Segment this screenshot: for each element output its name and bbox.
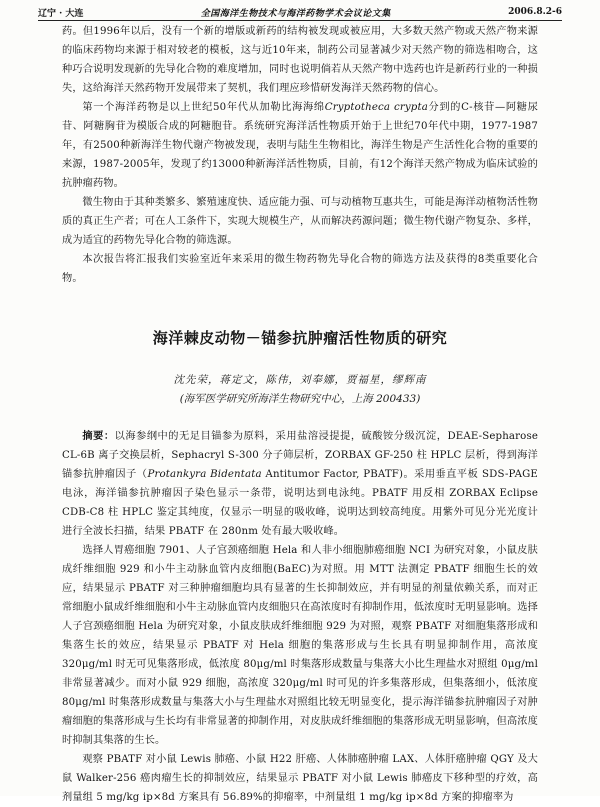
author-list: 沈先荣，蒋定文，陈伟，刘奉娜，贾福星，缪辉南 bbox=[173, 374, 427, 386]
article-title: 海洋棘皮动物－锚参抗肿瘤活性物质的研究 bbox=[152, 329, 448, 347]
paragraph: 观察 PBATF 对小鼠 Lewis 肺癌、小鼠 H22 肝癌、人体肺癌肿瘤 LAX、人体肝癌肿瘤 QGY 及大鼠 Walker-256 癌肉瘤生长的抑制效应，结果显示 PBATF 对小鼠 Lewis 肺癌皮下移种型的疗效，高剂量组 5 mg/kg ip×8d 方案具有 56.89%的抑瘤率，中剂量组 1 mg/kg ip×8d 方案的抑瘤率为 bbox=[62, 754, 538, 803]
paragraph: 药。但1996年以后，没有一个新的增版或新药的结构被发现或被应用，大多数天然产物或天然产物来源的临床药物均来源于相对较老的模板，这与近10年来，制药公司显著减少对天然产物的筛选相吻合，这种巧合说明发现新的先导化合物的难度增加，同时也说明倘若从天然产物中选药也许是新药行业的一种损失，这给海洋天然药物开发展带来了契机，我们理应珍惜研发海洋天然药物的信心。 bbox=[62, 26, 538, 94]
article-body bbox=[62, 427, 538, 807]
header-location: 辽宁 · 大连 bbox=[38, 8, 84, 19]
paragraph: 微生物由于其种类繁多、繁殖速度快、适应能力强、可与动植物互惠共生，可能是海洋动植物活性物质的真正生产者；可在人工条件下，实现大规模生产，从而解决药源问题；微生物代谢产物复杂、多样，成为适宜的药物先导化合物的筛选源。 bbox=[62, 197, 538, 246]
paragraph: 本次报告将汇报我们实验室近年来采用的微生物药物先导化合物的筛选方法及获得的8类重要化合物。 bbox=[62, 254, 538, 284]
author-affiliation: (海军医学研究所海洋生物研究中心，上海 200433) bbox=[179, 393, 421, 405]
previous-article-text bbox=[62, 22, 538, 288]
abstract-paragraph: 摘要：以海参纲中的无足目锚参为原料，采用盐溶浸提提，硫酸铵分级沉淀，DEAE-Sepharose CL-6B 离子交换层析，Sephacryl S-300 分子筛层析，ZORBAX GF-250 柱 HPLC 层析，得到海洋锚参抗肿瘤因子（Protankyra Bidentata Antitumor Factor, PBATF)。采用垂直平板 SDS-PAGE 电泳，海洋锚参抗肿瘤因子染色显示一条带，说明达到电泳纯。PBATF 用反相 ZORBAX Eclipse CDB-C8 柱 HPLC 鉴定其纯度，仅显示一明显的吸收峰，说明达到较高纯度。用紫外可见分光光度计进行全波长扫描，结果 PBATF 在 280nm 处有最大吸收峰。 bbox=[62, 430, 539, 537]
abstract-label: 摘要： bbox=[82, 430, 115, 442]
species-name: Protankyra Bidentata bbox=[147, 469, 262, 480]
running-header bbox=[38, 4, 562, 21]
paragraph: 选择人胃癌细胞 7901、人子宫颈癌细胞 Hela 和人非小细胞肺癌细胞 NCI 为研究对象，小鼠皮肤成纤维细胞 929 和小牛主动脉血管内皮细胞(BaEC)为对照。用 MTT 法测定 PBATF 细胞生长的效应，结果显示 PBATF 对三种肿瘤细胞均具有显著的生长抑制效应，并有明显的剂量依赖关系，而对正常细胞小鼠成纤维细胞和小牛主动脉血管内皮细胞只在高浓度时有抑制作用，低浓度时无明显影响。选择人子宫颈癌细胞 Hela 为研究对象，小鼠皮肤成纤维细胞 929 为对照，观察 PBATF 对细胞集落形成和集落生长的效应，结果显示 PBATF 对 Hela 细胞的集落形成与生长具有明显抑制作用，高浓度 320μg/ml 时无可见集落形成，低浓度 80μg/ml 时集落形成数量与集落大小比生理盐水对照组 0μg/ml 非常显著减少。而对小鼠 929 细胞，高浓度 320μg/ml 时可见的许多集落形成，但集落细小，低浓度 80μg/ml 时集落形成数量与集落大小与生理盐水对照组比较无明显变化，提示海洋锚参抗肿瘤因子对肿瘤细胞的集落形成与生长均有非常显著的抑制作用，对皮肤成纤维细胞的集落形成无明显影响，但高浓度时抑制其集落的生长。 bbox=[62, 545, 538, 746]
header-proceedings-title: 全国海洋生物技术与海洋药物学术会议论文集 bbox=[200, 8, 391, 19]
header-date: 2006.8.2-6 bbox=[508, 7, 562, 17]
species-name: Cryptotheca crypta bbox=[324, 102, 428, 113]
paragraph: 第一个海洋药物是以上世纪50年代从加勒比海海绵Cryptotheca crypta分到的C-核苷—阿糖尿苷、阿糖胸苷为模版合成的阿糖胞苷。系统研究海洋活性物质开始于上世纪70年代中期，1977-1987年，有2500种新海洋生物代谢产物被发现，表明与陆生生物相比，海洋生物是产生活性化合物的重要的来源，1987-2005年，发现了约13000种新海洋活性物质，目前，有12个海洋天然产物成为临床试验的抗肿瘤药物。 bbox=[62, 102, 538, 189]
